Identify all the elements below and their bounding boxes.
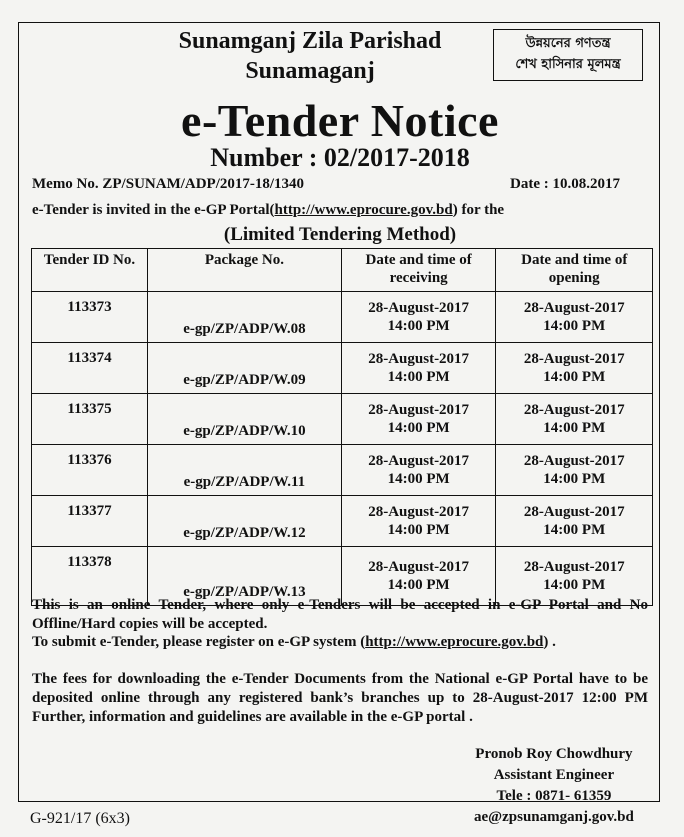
org-name: Sunamganj Zila Parishad xyxy=(178,28,442,54)
header-package-no: Package No. xyxy=(148,249,342,292)
organization-header xyxy=(150,26,470,86)
open-date: 28-August-2017 xyxy=(523,559,625,575)
invitation-suffix: ) for the xyxy=(452,202,505,218)
receive-date: 28-August-2017 xyxy=(368,504,470,520)
register-paragraph xyxy=(32,633,648,652)
invitation-prefix: e-Tender is invited in the e-GP Portal( xyxy=(32,202,275,218)
opening-datetime xyxy=(496,445,653,496)
eprocure-link[interactable]: http://www.eprocure.gov.bd xyxy=(274,202,453,218)
slogan-line-2: শেখ হাসিনার মূলমন্ত্র xyxy=(515,57,621,72)
receive-date: 28-August-2017 xyxy=(368,453,470,469)
receiving-datetime xyxy=(341,292,496,343)
receiving-datetime xyxy=(341,394,496,445)
opening-datetime xyxy=(496,343,653,394)
tender-table xyxy=(31,248,653,606)
package-no: e-gp/ZP/ADP/W.09 xyxy=(148,343,342,394)
tender-id: 113373 xyxy=(32,292,148,343)
receive-time: 14:00 PM xyxy=(387,471,450,487)
open-time: 14:00 PM xyxy=(543,318,606,334)
receive-time: 14:00 PM xyxy=(387,420,450,436)
package-no: e-gp/ZP/ADP/W.08 xyxy=(148,292,342,343)
table-row xyxy=(32,496,653,547)
header-tender-id: Tender ID No. xyxy=(32,249,148,292)
reference-code: G-921/17 (6x3) xyxy=(30,810,130,827)
table-row xyxy=(32,292,653,343)
open-date: 28-August-2017 xyxy=(523,402,625,418)
receiving-datetime xyxy=(341,445,496,496)
receive-time: 14:00 PM xyxy=(387,577,450,593)
table-row xyxy=(32,394,653,445)
signatory-title: Assistant Engineer xyxy=(493,767,615,783)
tender-id: 113376 xyxy=(32,445,148,496)
notice-number: Number : 02/2017-2018 xyxy=(210,143,470,172)
fees-paragraph: The fees for downloading the e-Tender Documents from the National e-GP Portal have to be deposited online through any registered bank’s branches up to 28-August-2017 12:00 PM Further, information and guidelines are available in the e-GP portal . xyxy=(32,671,648,725)
tender-id: 113378 xyxy=(32,547,148,606)
slogan-line-1: উন্নয়নের গণতন্ত্র xyxy=(525,36,611,51)
table-row xyxy=(32,343,653,394)
invitation-line xyxy=(32,202,504,219)
open-time: 14:00 PM xyxy=(543,420,606,436)
open-time: 14:00 PM xyxy=(543,471,606,487)
open-date: 28-August-2017 xyxy=(523,351,625,367)
tender-id: 113375 xyxy=(32,394,148,445)
opening-datetime xyxy=(496,292,653,343)
tendering-method: (Limited Tendering Method) xyxy=(223,224,457,245)
register-prefix: To submit e-Tender, please register on e-GP system ( xyxy=(32,634,366,650)
org-location: Sunamaganj xyxy=(245,58,375,84)
header-opening: Date and time of opening xyxy=(496,249,653,292)
open-time: 14:00 PM xyxy=(543,577,606,593)
slogan-box xyxy=(493,29,643,81)
open-time: 14:00 PM xyxy=(543,522,606,538)
memo-number: Memo No. ZP/SUNAM/ADP/2017-18/1340 xyxy=(32,176,305,192)
package-no: e-gp/ZP/ADP/W.12 xyxy=(148,496,342,547)
table-header-row xyxy=(32,249,653,292)
signatory-name: Pronob Roy Chowdhury xyxy=(475,746,633,762)
email-address[interactable]: ae@zpsunamganj.gov.bd xyxy=(474,809,634,825)
notice-title: e-Tender Notice xyxy=(181,95,499,146)
receive-time: 14:00 PM xyxy=(387,369,450,385)
tender-id: 113377 xyxy=(32,496,148,547)
online-tender-paragraph: This is an online Tender, where only e-Tenders will be accepted in e-GP Portal and No Offline/Hard copies will be accepted. xyxy=(32,597,648,632)
receive-date: 28-August-2017 xyxy=(368,351,470,367)
eprocure-link-2[interactable]: http://www.eprocure.gov.bd xyxy=(365,634,544,650)
receiving-datetime xyxy=(341,343,496,394)
signature-block xyxy=(474,744,634,828)
opening-datetime xyxy=(496,496,653,547)
package-no: e-gp/ZP/ADP/W.11 xyxy=(148,445,342,496)
receiving-datetime xyxy=(341,496,496,547)
open-date: 28-August-2017 xyxy=(523,504,625,520)
receive-time: 14:00 PM xyxy=(387,522,450,538)
register-suffix: ) . xyxy=(543,634,556,650)
receive-date: 28-August-2017 xyxy=(368,300,470,316)
open-date: 28-August-2017 xyxy=(523,453,625,469)
receive-date: 28-August-2017 xyxy=(368,559,470,575)
receive-time: 14:00 PM xyxy=(387,318,450,334)
header-receiving: Date and time of receiving xyxy=(341,249,496,292)
open-time: 14:00 PM xyxy=(543,369,606,385)
package-no: e-gp/ZP/ADP/W.13 xyxy=(148,547,342,606)
open-date: 28-August-2017 xyxy=(523,300,625,316)
table-row xyxy=(32,445,653,496)
package-no: e-gp/ZP/ADP/W.10 xyxy=(148,394,342,445)
notice-date: Date : 10.08.2017 xyxy=(510,176,620,192)
telephone: Tele : 0871- 61359 xyxy=(496,788,612,804)
tender-id: 113374 xyxy=(32,343,148,394)
receive-date: 28-August-2017 xyxy=(368,402,470,418)
opening-datetime xyxy=(496,394,653,445)
